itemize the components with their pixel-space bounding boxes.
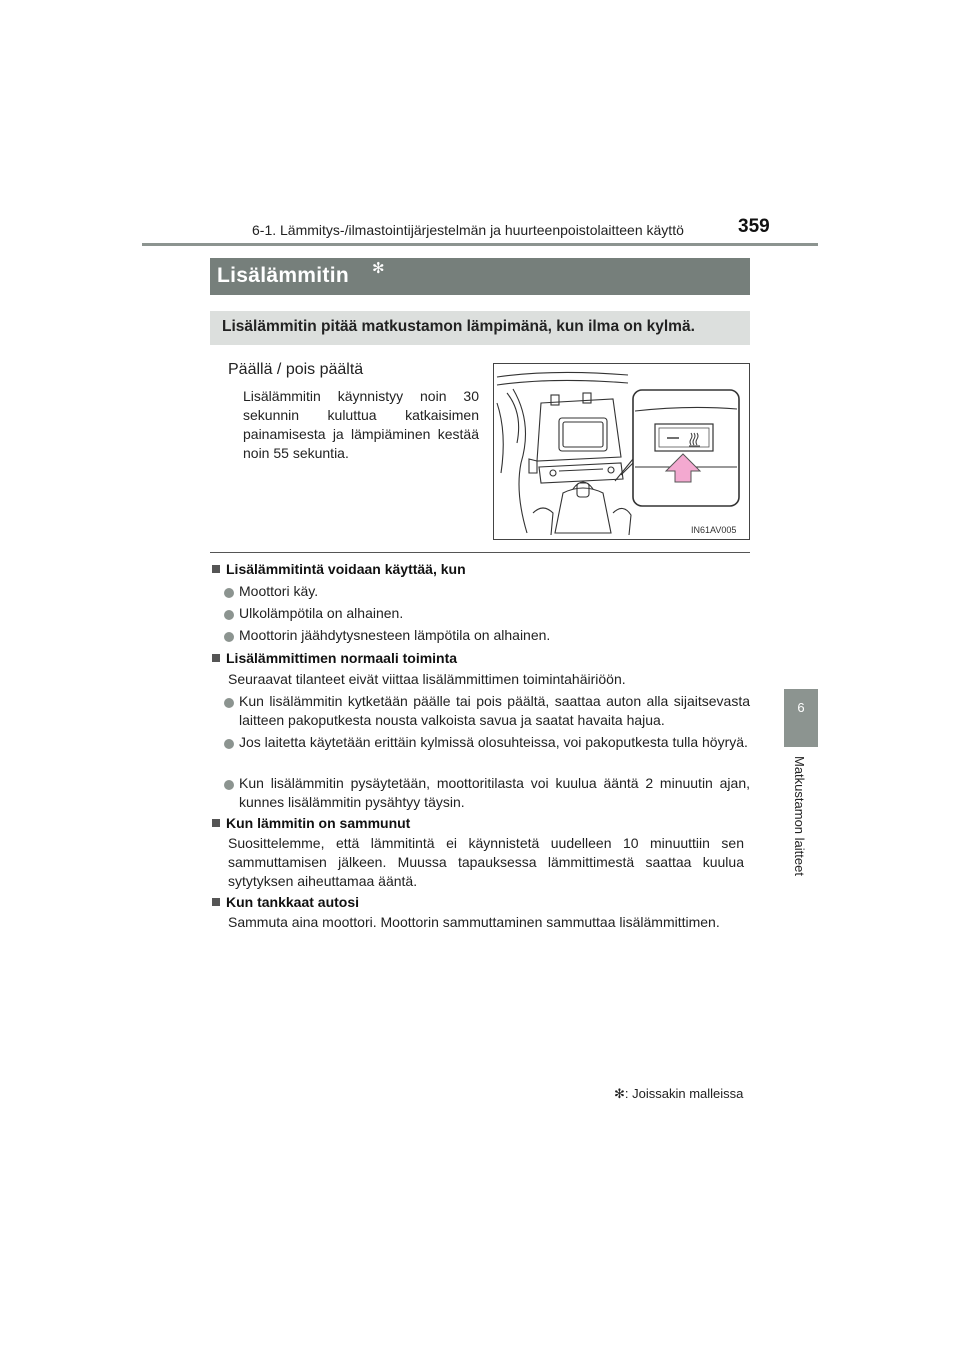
bullet-icon — [224, 698, 234, 708]
bullet-icon — [224, 632, 234, 642]
subtitle: Lisälämmitin pitää matkustamon lämpimänä, kun ilma on kylmä. — [222, 318, 695, 335]
section-text: Sammuta aina moottori. Moottorin sammuttaminen sammuttaa lisälämmittimen. — [228, 914, 720, 930]
title-asterisk-icon: ✻ — [372, 260, 385, 277]
footnote: ✻: Joissakin malleissa — [614, 1086, 744, 1101]
section-heading-refuel: Kun tankkaat autosi — [212, 894, 359, 910]
bullet-icon — [224, 739, 234, 749]
section-heading-usable: Lisälämmitintä voidaan käyttää, kun — [212, 561, 466, 577]
footnote-asterisk-icon: ✻ — [614, 1086, 625, 1101]
section-text: Suosittelemme, että lämmitintä ei käynnistetä uudelleen 10 minuuttiin sen sammuttamisen jälkeen. Muussa tapauksessa lämmittimestä saattaa kuulua sytytyksen aiheuttamaa ääntä. — [228, 835, 744, 889]
chapter-tab — [784, 689, 818, 747]
chapter-tab-number: 6 — [797, 700, 805, 715]
bullet-icon — [224, 610, 234, 620]
list-item: Moottori käy. — [224, 582, 750, 601]
list-item: Kun lisälämmitin pysäytetään, moottoritilasta voi kuulua ääntä 2 minuutin ajan, kunnes lisälämmitin pysähtyy täysin. — [224, 774, 750, 812]
list-item: Moottorin jäähdytysnesteen lämpötila on alhainen. — [224, 626, 750, 645]
list-item: Jos laitetta käytetään erittäin kylmissä olosuhteissa, voi pakoputkesta tulla höyryä. — [224, 733, 750, 752]
header-rule — [142, 243, 818, 246]
page-title: Lisälämmitin — [217, 264, 349, 287]
on-off-label: Päällä / pois päältä — [228, 361, 364, 378]
bullet-icon — [224, 780, 234, 790]
page-number: 359 — [738, 216, 770, 237]
square-bullet-icon — [212, 565, 220, 573]
list-item: Ulkolämpötila on alhainen. — [224, 604, 750, 623]
header-section-title: 6-1. Lämmitys-/ilmastointijärjestelmän ja huurteenpoistolaitteen käyttö — [252, 222, 684, 238]
bullet-icon — [224, 588, 234, 598]
chapter-tab-label-wrap — [786, 756, 816, 896]
chapter-tab-label: Matkustamon laitteet — [792, 756, 807, 876]
section-heading-normal-operation: Lisälämmittimen normaali toiminta — [212, 650, 457, 666]
on-off-description: Lisälämmitin käynnistyy noin 30 sekunnin kuluttua katkaisimen painamisesta ja lämpiäminen kestää noin 55 sekuntia. — [243, 388, 479, 461]
section-intro: Seuraavat tilanteet eivät viittaa lisälämmittimen toimintahäiriöön. — [228, 671, 626, 687]
section-rule — [210, 552, 750, 553]
list-item: Kun lisälämmitin kytketään päälle tai pois päältä, saattaa auton alla sijaitsevasta laitteen pakoputkesta nousta valkoista savua ja saatat havaita hajua. — [224, 692, 750, 730]
square-bullet-icon — [212, 898, 220, 906]
square-bullet-icon — [212, 654, 220, 662]
illustration-code: IN61AV005 — [691, 525, 737, 535]
square-bullet-icon — [212, 819, 220, 827]
dashboard-illustration — [493, 363, 750, 540]
section-heading-after-off: Kun lämmitin on sammunut — [212, 815, 410, 831]
